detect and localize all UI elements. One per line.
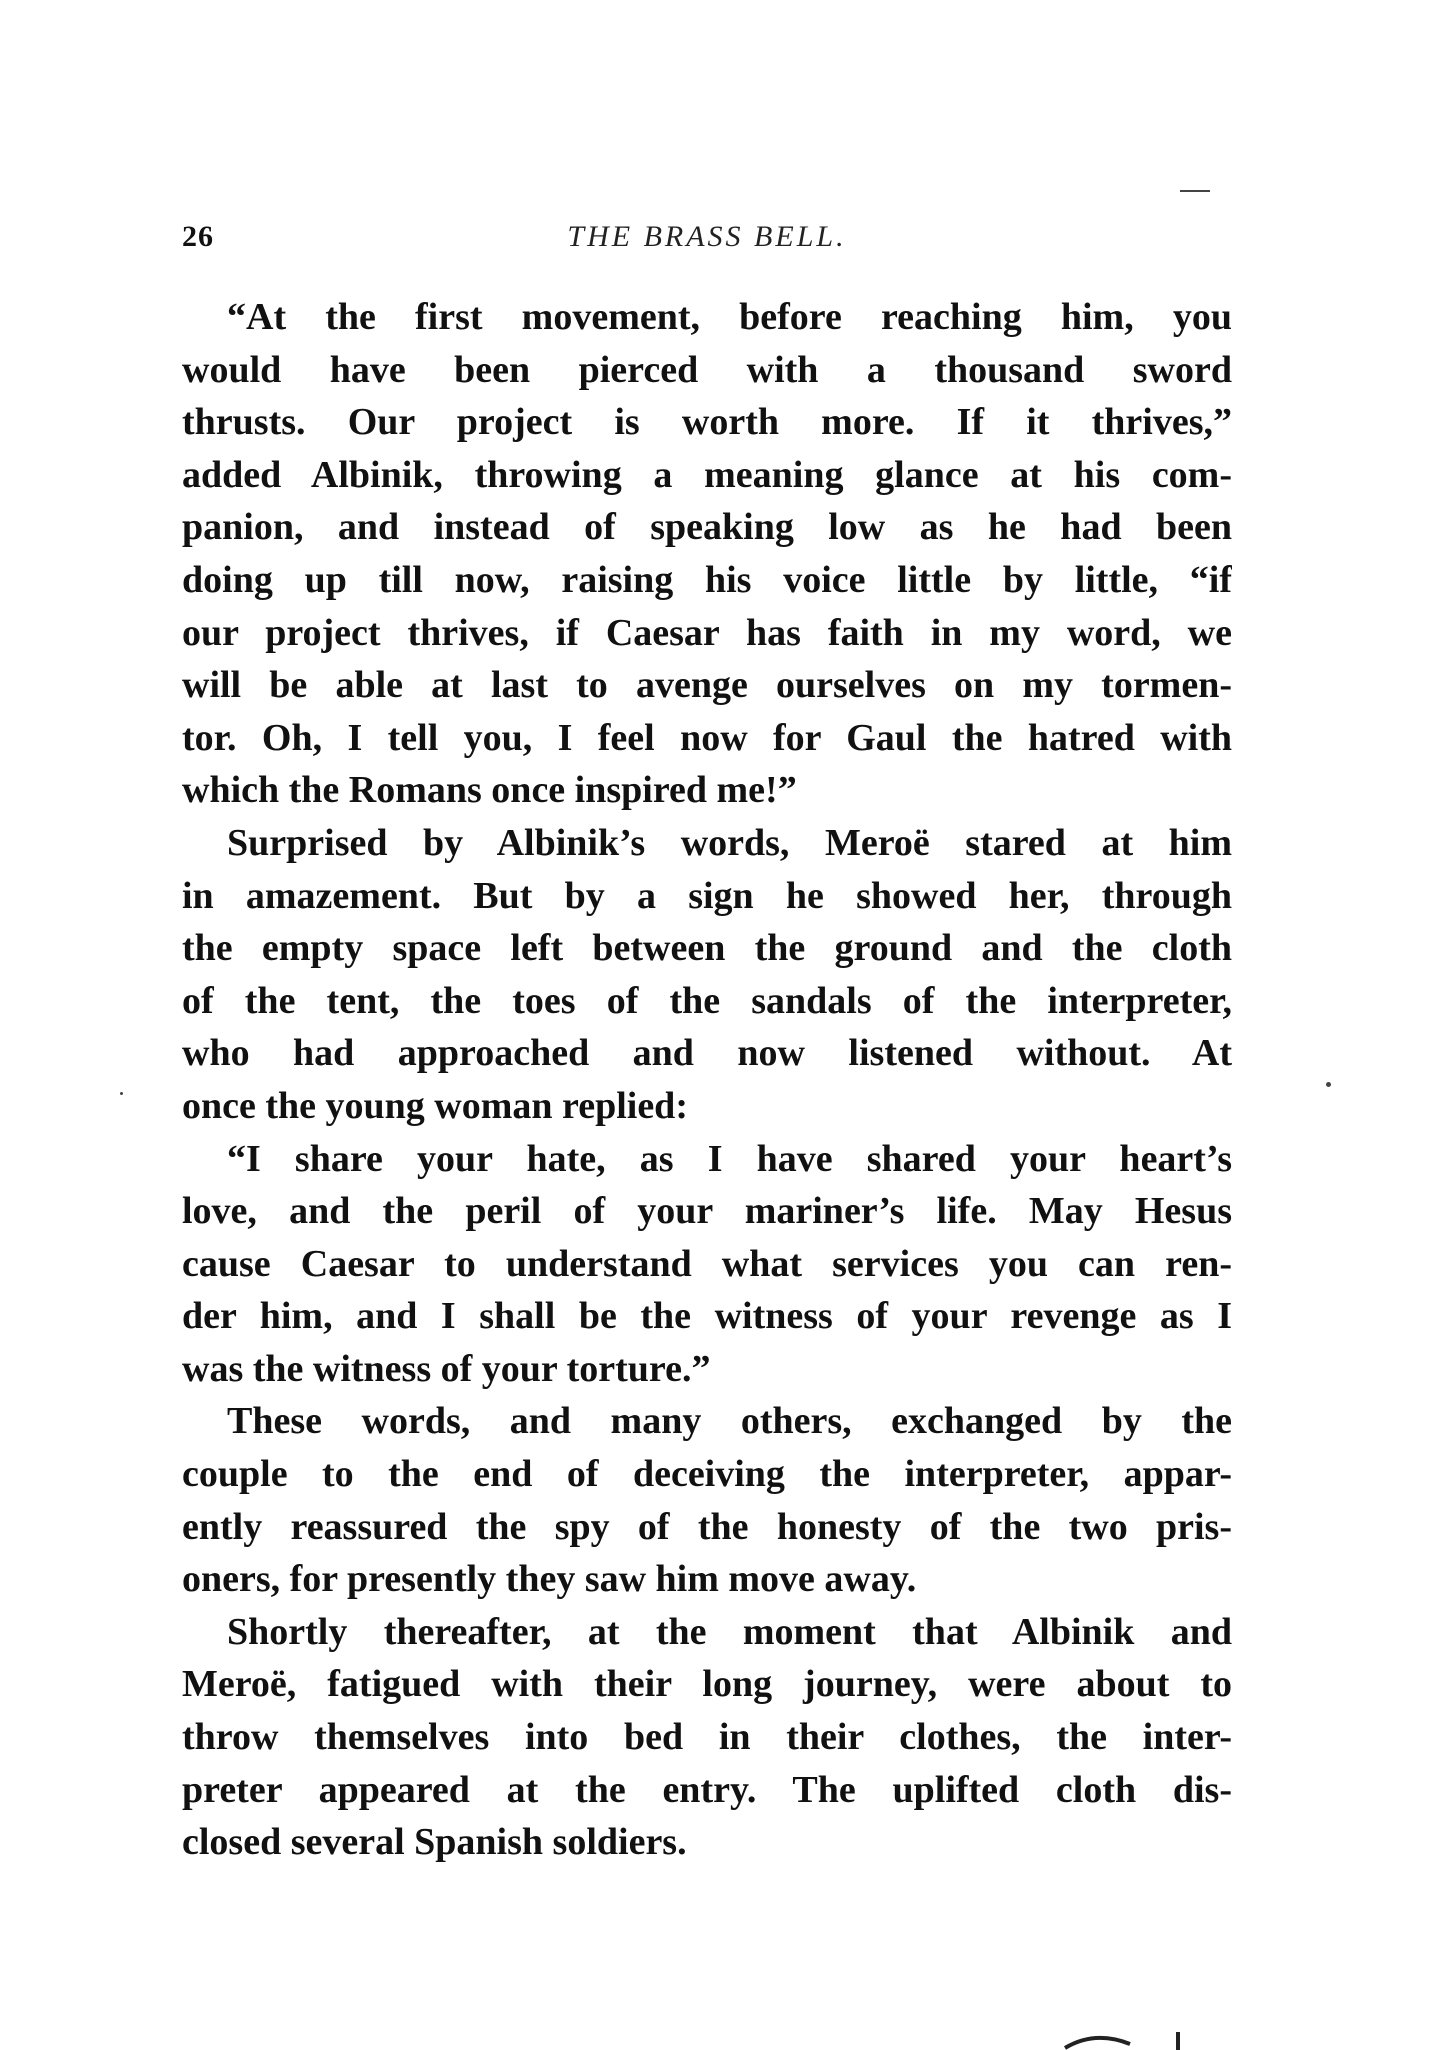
text-line: was the witness of your torture.” — [182, 1347, 711, 1390]
text-line: “I share your hate, as I have shared your heart’s — [227, 1137, 1232, 1180]
text-line: These words, and many others, exchanged by the — [227, 1400, 1232, 1443]
text-line: who had approached and now listened without. At — [182, 1032, 1232, 1075]
text-line: Meroë, fatigued with their long journey, were about to — [182, 1663, 1232, 1706]
page-number: 26 — [182, 220, 214, 253]
text-line: the empty space left between the ground and the cloth — [182, 927, 1232, 970]
stray-dot-mark-2 — [120, 1092, 123, 1095]
paragraph-2 — [182, 817, 1232, 1133]
text-line: Surprised by Albinik’s words, Meroë stared at him — [227, 821, 1232, 864]
text-line: “At the first movement, before reaching him, you — [227, 296, 1232, 338]
text-line: tor. Oh, I tell you, I feel now for Gaul the hatred with — [182, 716, 1232, 759]
text-line: love, and the peril of your mariner’s life. May Hesus — [182, 1190, 1232, 1233]
text-line: will be able at last to avenge ourselves on my tormen- — [182, 664, 1232, 707]
partial-catchword-glyph — [1060, 2030, 1200, 2050]
text-line: added Albinik, throwing a meaning glance at his com- — [182, 453, 1232, 496]
text-line: closed several Spanish soldiers. — [182, 1821, 687, 1864]
text-line: cause Caesar to understand what services you can ren- — [182, 1242, 1232, 1285]
text-line: would have been pierced with a thousand sword — [182, 348, 1232, 391]
stray-dot-mark — [1326, 1082, 1331, 1087]
text-line: der him, and I shall be the witness of your revenge as I — [182, 1295, 1232, 1338]
paragraph-1 — [182, 291, 1232, 817]
text-line: thrusts. Our project is worth more. If it thrives,” — [182, 401, 1232, 444]
text-line: ently reassured the spy of the honesty of the two pris- — [182, 1505, 1232, 1548]
stray-dash-mark — [1180, 190, 1210, 192]
paragraph-5 — [182, 1606, 1232, 1869]
text-line: oners, for presently they saw him move away. — [182, 1558, 917, 1601]
text-line: Shortly thereafter, at the moment that Albinik and — [227, 1610, 1232, 1653]
text-line: preter appeared at the entry. The uplifted cloth dis- — [182, 1768, 1232, 1811]
text-line: doing up till now, raising his voice little by little, “if — [182, 558, 1232, 601]
text-line: panion, and instead of speaking low as he had been — [182, 506, 1232, 549]
text-line: of the tent, the toes of the sandals of the interpreter, — [182, 979, 1232, 1022]
text-line: couple to the end of deceiving the interpreter, appar- — [182, 1453, 1232, 1496]
body-text — [182, 291, 1232, 1869]
text-line: our project thrives, if Caesar has faith in my word, we — [182, 611, 1232, 654]
running-title: THE BRASS BELL. — [567, 220, 847, 253]
paragraph-4 — [182, 1395, 1232, 1605]
text-line: throw themselves into bed in their clothes, the inter- — [182, 1716, 1232, 1759]
text-line: in amazement. But by a sign he showed her, through — [182, 874, 1232, 917]
text-line: once the young woman replied: — [182, 1084, 688, 1127]
text-line: which the Romans once inspired me!” — [182, 769, 797, 812]
page-header — [182, 220, 1232, 270]
paragraph-3 — [182, 1133, 1232, 1396]
